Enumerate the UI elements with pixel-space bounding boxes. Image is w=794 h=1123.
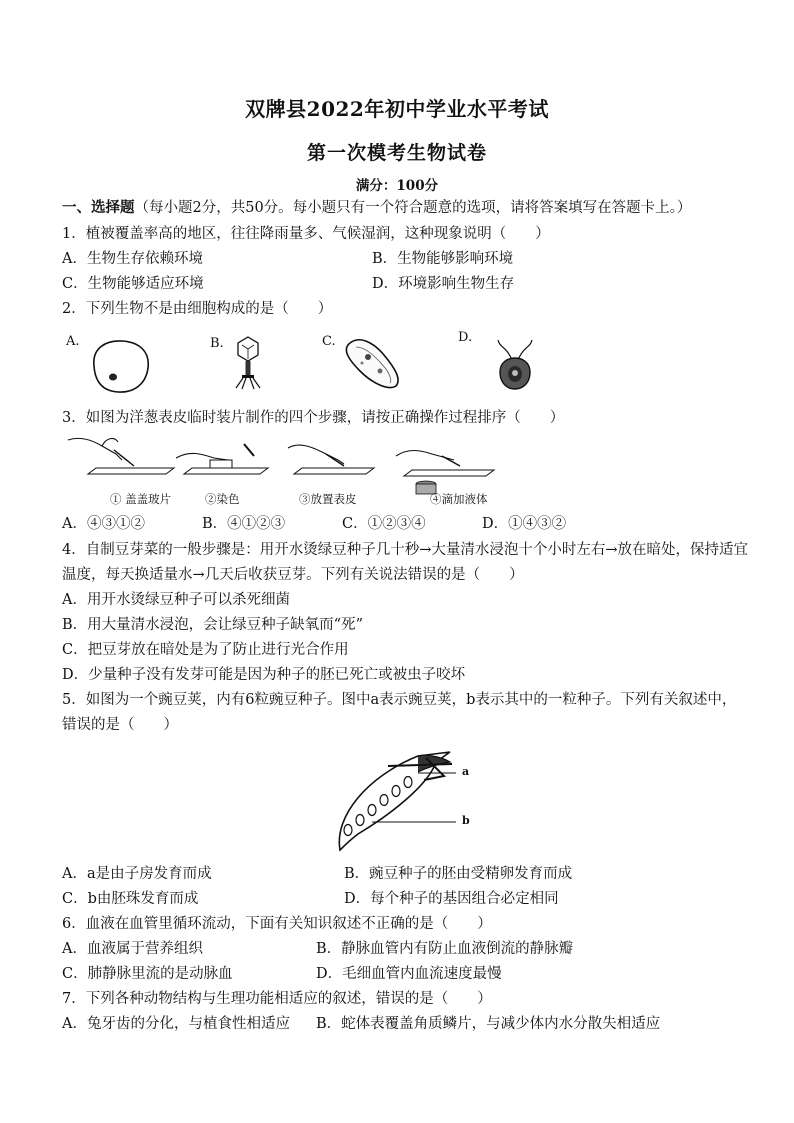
question-3-option-a: A．④③①② <box>62 516 145 532</box>
question-2-label-c: C. <box>322 334 336 349</box>
question-6-option-c: C．肺静脉里流的是动脉血 <box>62 966 233 982</box>
question-5-option-a: A．a是由子房发育而成 <box>62 866 212 882</box>
question-5-option-d: D．每个种子的基因组合必定相同 <box>344 891 559 907</box>
paramecium-c-figure <box>340 333 406 391</box>
question-4-option-d: D．少量种子没有发芽可能是因为种子的胚已死亡或被虫子咬坏 <box>62 667 466 683</box>
pea-pod-figure <box>328 746 458 856</box>
cell-a-figure <box>86 336 156 396</box>
total-score: 满分：100分 <box>355 178 439 194</box>
question-2-label-a: A. <box>66 334 80 349</box>
question-4-option-a: A．用开水烫绿豆种子可以杀死细菌 <box>62 592 290 608</box>
step-4-add-liquid-figure <box>390 440 500 496</box>
question-2-label-b: B. <box>210 336 224 351</box>
question-1-stem: 1．植被覆盖率高的地区，往往降雨量多、气候湿润，这种现象说明（ ） <box>62 226 550 242</box>
pea-pod-label-a: a <box>462 765 470 778</box>
section-title: 一、选择题 <box>62 199 135 216</box>
step-1-cover-slip-figure <box>66 434 178 476</box>
question-4-option-b: B．用大量清水浸泡，会让绿豆种子缺氧而“死” <box>62 617 363 633</box>
virus-b-figure <box>233 335 263 391</box>
step-2-staining-figure <box>172 440 272 476</box>
question-1-option-c: C．生物能够适应环境 <box>62 276 204 292</box>
step-2-caption: ②染色 <box>205 492 240 506</box>
question-2-label-d: D. <box>458 330 473 345</box>
question-4-stem-line-2: 温度，每天换适量水→几天后收获豆芽。下列有关说法错误的是（ ） <box>62 567 524 583</box>
question-6-option-a: A．血液属于营养组织 <box>62 941 203 957</box>
question-3-stem: 3．如图为洋葱表皮临时装片制作的四个步骤，请按正确操作过程排序（ ） <box>62 410 565 426</box>
question-3-option-d: D．①④③② <box>482 516 567 532</box>
question-7-stem: 7．下列各种动物结构与生理功能相适应的叙述，错误的是（ ） <box>62 991 492 1007</box>
chlamydomonas-d-figure <box>490 336 540 392</box>
step-4-caption: ④滴加液体 <box>430 492 488 506</box>
section-heading <box>62 198 691 218</box>
question-2-stem: 2．下列生物不是由细胞构成的是（ ） <box>62 301 333 317</box>
question-1-option-a: A．生物生存依赖环境 <box>62 251 203 267</box>
step-1-caption: ① 盖盖玻片 <box>110 492 172 506</box>
question-5-stem-line-2: 错误的是（ ） <box>62 717 178 733</box>
question-1-option-d: D．环境影响生物生存 <box>372 276 515 292</box>
question-7-option-a: A．兔牙齿的分化，与植食性相适应 <box>62 1016 290 1032</box>
question-3-option-b: B．④①②③ <box>202 516 286 532</box>
step-3-place-epidermis-figure <box>282 440 378 476</box>
step-3-caption: ③放置表皮 <box>299 492 357 506</box>
question-6-option-b: B．静脉血管内有防止血液倒流的静脉瓣 <box>316 941 574 957</box>
question-5-option-b: B．豌豆种子的胚由受精卵发育而成 <box>344 866 573 882</box>
question-6-stem: 6．血液在血管里循环流动，下面有关知识叙述不正确的是（ ） <box>62 916 492 932</box>
exam-title: 双牌县2022年初中学业水平考试 <box>245 97 549 121</box>
section-instructions: （每小题2分，共50分。每小题只有一个符合题意的选项，请将答案填写在答题卡上。） <box>134 200 692 216</box>
question-5-option-c: C．b由胚珠发育而成 <box>62 891 199 907</box>
question-6-option-d: D．毛细血管内血流速度最慢 <box>316 966 502 982</box>
question-3-option-c: C．①②③④ <box>342 516 426 532</box>
question-7-option-b: B．蛇体表覆盖角质鳞片，与减少体内水分散失相适应 <box>316 1016 661 1032</box>
question-4-option-c: C．把豆芽放在暗处是为了防止进行光合作用 <box>62 642 349 658</box>
question-5-stem-line-1: 5．如图为一个豌豆荚，内有6粒豌豆种子。图中a表示豌豆荚，b表示其中的一粒种子。下列有关叙述中， <box>62 692 737 708</box>
question-1-option-b: B．生物能够影响环境 <box>372 251 514 267</box>
exam-subtitle: 第一次模考生物试卷 <box>306 142 487 164</box>
question-4-stem-line-1: 4．自制豆芽菜的一般步骤是：用开水烫绿豆种子几十秒→大量清水浸泡十个小时左右→放在暗处，保持适宜 <box>62 542 749 558</box>
pea-seed-label-b: b <box>462 814 470 827</box>
